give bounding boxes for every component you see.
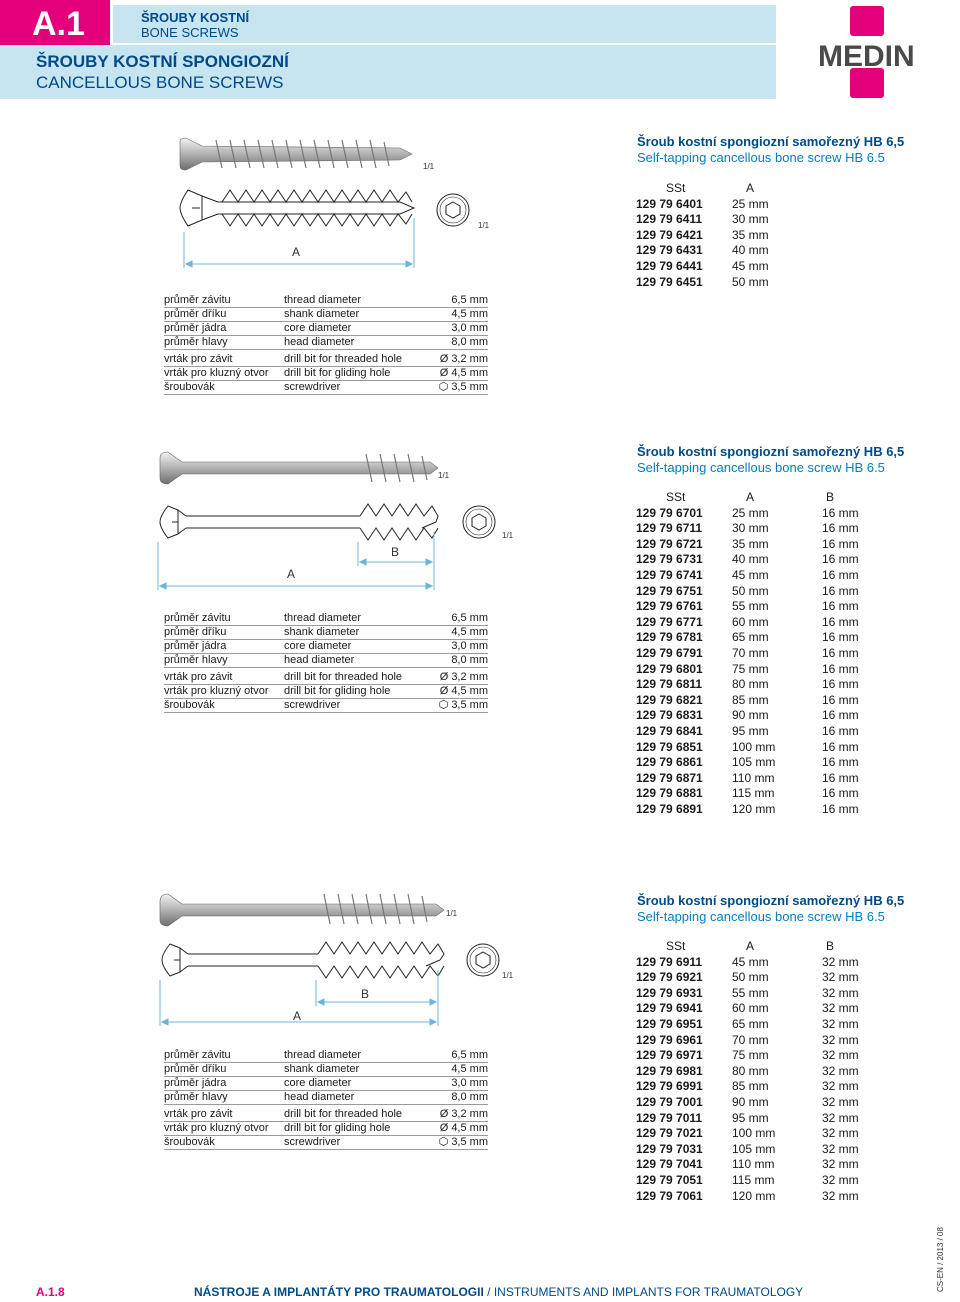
table-row: 129 79 6731 40 mm 16 mm	[636, 552, 859, 567]
head-top-view	[467, 944, 499, 976]
order-header: SSt A B	[666, 939, 835, 953]
logo-wordmark: MEDIN	[818, 40, 915, 73]
table-row: 129 79 6421 35 mm	[636, 227, 769, 242]
screw-photo	[160, 894, 444, 926]
order-header: SSt A	[666, 181, 755, 195]
product-title-3: Šroub kostní spongiozní samořezný HB 6,5 Self-tapping cancellous bone screw HB 6.5	[637, 893, 905, 924]
table-row: 129 79 6411 30 mm	[636, 212, 769, 227]
table-row: 129 79 6811 80 mm 16 mm	[636, 677, 859, 692]
table-row: 129 79 6721 35 mm 16 mm	[636, 536, 859, 551]
dimension-a-label: A	[292, 245, 301, 259]
table-row: 129 79 6831 90 mm 16 mm	[636, 708, 859, 723]
screw-figure-1	[150, 128, 510, 278]
table-row: 129 79 6861 105 mm 16 mm	[636, 755, 859, 770]
spec-row: průměr hlavy head diameter 8,0 mm	[164, 1091, 488, 1103]
footer-title-en: INSTRUMENTS AND IMPLANTS FOR TRAUMATOLOGY	[493, 1285, 804, 1299]
table-row: 129 79 6931 55 mm 32 mm	[636, 985, 859, 1000]
dimension-a-label: A	[293, 1009, 302, 1023]
spec-row: průměr závitu thread diameter 6,5 mm	[164, 294, 488, 306]
spec-row: průměr hlavy head diameter 8,0 mm	[164, 654, 488, 666]
category-cz: ŠROUBY KOSTNÍ	[141, 10, 250, 25]
spec-row: průměr jádra core diameter 3,0 mm	[164, 640, 488, 652]
table-row: 129 79 6771 60 mm 16 mm	[636, 614, 859, 629]
screw-drawing	[162, 942, 444, 978]
table-row: 129 79 6891 120 mm 16 mm	[636, 801, 859, 816]
table-row: 129 79 6751 50 mm 16 mm	[636, 583, 859, 598]
screw-figure-3	[150, 880, 530, 1030]
spec-row: vrták pro kluzný otvor drill bit for gliding hole Ø 4,5 mm	[164, 1122, 488, 1134]
spec-row: vrták pro kluzný otvor drill bit for gliding hole Ø 4,5 mm	[164, 685, 488, 697]
table-row: 129 79 7061 120 mm 32 mm	[636, 1188, 859, 1203]
table-row: 129 79 6451 50 mm	[636, 274, 769, 289]
table-row: 129 79 6741 45 mm 16 mm	[636, 567, 859, 582]
footer-separator: /	[487, 1285, 491, 1299]
head-top-view	[437, 194, 469, 226]
table-row: 129 79 6781 65 mm 16 mm	[636, 630, 859, 645]
spec-row: šroubovák screwdriver ⬡ 3,5 mm	[164, 381, 488, 393]
table-row: 129 79 6951 65 mm 32 mm	[636, 1016, 859, 1031]
table-row: 129 79 6881 115 mm 16 mm	[636, 786, 859, 801]
table-row: 129 79 6961 70 mm 32 mm	[636, 1032, 859, 1047]
screw-drawing	[160, 504, 438, 540]
dimension-a	[184, 218, 414, 268]
dimension-b	[316, 980, 436, 1006]
table-row: 129 79 6981 80 mm 32 mm	[636, 1063, 859, 1078]
spec-row: průměr dříku shank diameter 4,5 mm	[164, 308, 488, 320]
dimension-b-label: B	[361, 987, 370, 1001]
spec-table-2	[164, 612, 488, 713]
spec-row: vrták pro závit drill bit for threaded hole Ø 3,2 mm	[164, 671, 488, 683]
table-row: 129 79 6921 50 mm 32 mm	[636, 970, 859, 985]
spec-row: šroubovák screwdriver ⬡ 3,5 mm	[164, 699, 488, 711]
scale-mark-2b: 1/1	[502, 531, 514, 540]
table-row: 129 79 6791 70 mm 16 mm	[636, 645, 859, 660]
table-row: 129 79 6801 75 mm 16 mm	[636, 661, 859, 676]
category-en: BONE SCREWS	[141, 25, 239, 40]
table-row: 129 79 7021 100 mm 32 mm	[636, 1126, 859, 1141]
table-row: 129 79 7041 110 mm 32 mm	[636, 1157, 859, 1172]
spec-row: průměr dříku shank diameter 4,5 mm	[164, 626, 488, 638]
spec-row: průměr dříku shank diameter 4,5 mm	[164, 1063, 488, 1075]
footer-title	[194, 1285, 803, 1299]
footer-title-cz: NÁSTROJE A IMPLANTÁTY PRO TRAUMATOLOGII	[194, 1285, 484, 1299]
table-row: 129 79 7011 95 mm 32 mm	[636, 1110, 859, 1125]
order-table-2	[636, 490, 886, 817]
page-code: A.1.8	[36, 1285, 65, 1299]
screw-figure-2	[140, 444, 520, 596]
spec-row: vrták pro závit drill bit for threaded hole Ø 3,2 mm	[164, 1108, 488, 1120]
table-row: 129 79 6851 100 mm 16 mm	[636, 739, 859, 754]
scale-mark-1b: 1/1	[478, 221, 490, 230]
medin-logo	[818, 6, 948, 102]
hexagon-icon: ⬡	[438, 1136, 452, 1148]
product-title-2: Šroub kostní spongiozní samořezný HB 6,5 Self-tapping cancellous bone screw HB 6.5	[637, 444, 905, 475]
table-row: 129 79 7031 105 mm 32 mm	[636, 1141, 859, 1156]
spec-row: vrták pro závit drill bit for threaded hole Ø 3,2 mm	[164, 353, 488, 365]
table-row: 129 79 6431 40 mm	[636, 243, 769, 258]
table-row: 129 79 6821 85 mm 16 mm	[636, 692, 859, 707]
screw-photo	[160, 452, 438, 484]
title-banner	[0, 45, 776, 99]
table-row: 129 79 6441 45 mm	[636, 258, 769, 273]
spec-row: průměr závitu thread diameter 6,5 mm	[164, 612, 488, 624]
scale-mark-1a: 1/1	[423, 162, 435, 171]
section-code: A.1	[0, 0, 110, 48]
head-top-view	[463, 506, 495, 538]
spec-row: průměr jádra core diameter 3,0 mm	[164, 322, 488, 334]
spec-row: průměr závitu thread diameter 6,5 mm	[164, 1049, 488, 1061]
table-row: 129 79 6991 85 mm 32 mm	[636, 1079, 859, 1094]
scale-mark-3b: 1/1	[502, 971, 514, 980]
screw-drawing	[180, 190, 414, 226]
order-table-1	[636, 181, 822, 290]
hexagon-icon: ⬡	[438, 699, 452, 711]
table-row: 129 79 6841 95 mm 16 mm	[636, 723, 859, 738]
category-banner	[113, 5, 776, 43]
hexagon-icon: ⬡	[438, 381, 452, 393]
order-table-3	[636, 939, 886, 1204]
table-row: 129 79 6911 45 mm 32 mm	[636, 954, 859, 969]
order-header: SSt A B	[666, 490, 835, 504]
spec-table-1	[164, 294, 488, 395]
table-row: 129 79 6401 25 mm	[636, 196, 769, 211]
spec-row: šroubovák screwdriver ⬡ 3,5 mm	[164, 1136, 488, 1148]
table-row: 129 79 6871 110 mm 16 mm	[636, 770, 859, 785]
screw-photo	[180, 138, 412, 170]
edition-mark: CS-EN / 2013 / 08	[936, 1227, 945, 1292]
dimension-b-label: B	[391, 545, 400, 559]
spec-row: vrták pro kluzný otvor drill bit for gliding hole Ø 4,5 mm	[164, 367, 488, 379]
spec-table-3	[164, 1049, 488, 1150]
page-title-en: CANCELLOUS BONE SCREWS	[36, 73, 284, 92]
product-title-1: Šroub kostní spongiozní samořezný HB 6,5 Self-tapping cancellous bone screw HB 6.5	[637, 134, 905, 165]
spec-row: průměr jádra core diameter 3,0 mm	[164, 1077, 488, 1089]
page-title-cz: ŠROUBY KOSTNÍ SPONGIOZNÍ	[36, 52, 289, 71]
scale-mark-3a: 1/1	[446, 909, 458, 918]
table-row: 129 79 6941 60 mm 32 mm	[636, 1001, 859, 1016]
table-row: 129 79 7001 90 mm 32 mm	[636, 1094, 859, 1109]
scale-mark-2a: 1/1	[438, 471, 450, 480]
table-row: 129 79 6711 30 mm 16 mm	[636, 521, 859, 536]
spec-row: průměr hlavy head diameter 8,0 mm	[164, 336, 488, 348]
table-row: 129 79 7051 115 mm 32 mm	[636, 1172, 859, 1187]
dimension-a	[158, 532, 434, 590]
dimension-a-label: A	[287, 567, 296, 581]
table-row: 129 79 6971 75 mm 32 mm	[636, 1048, 859, 1063]
table-row: 129 79 6701 25 mm 16 mm	[636, 505, 859, 520]
table-row: 129 79 6761 55 mm 16 mm	[636, 599, 859, 614]
